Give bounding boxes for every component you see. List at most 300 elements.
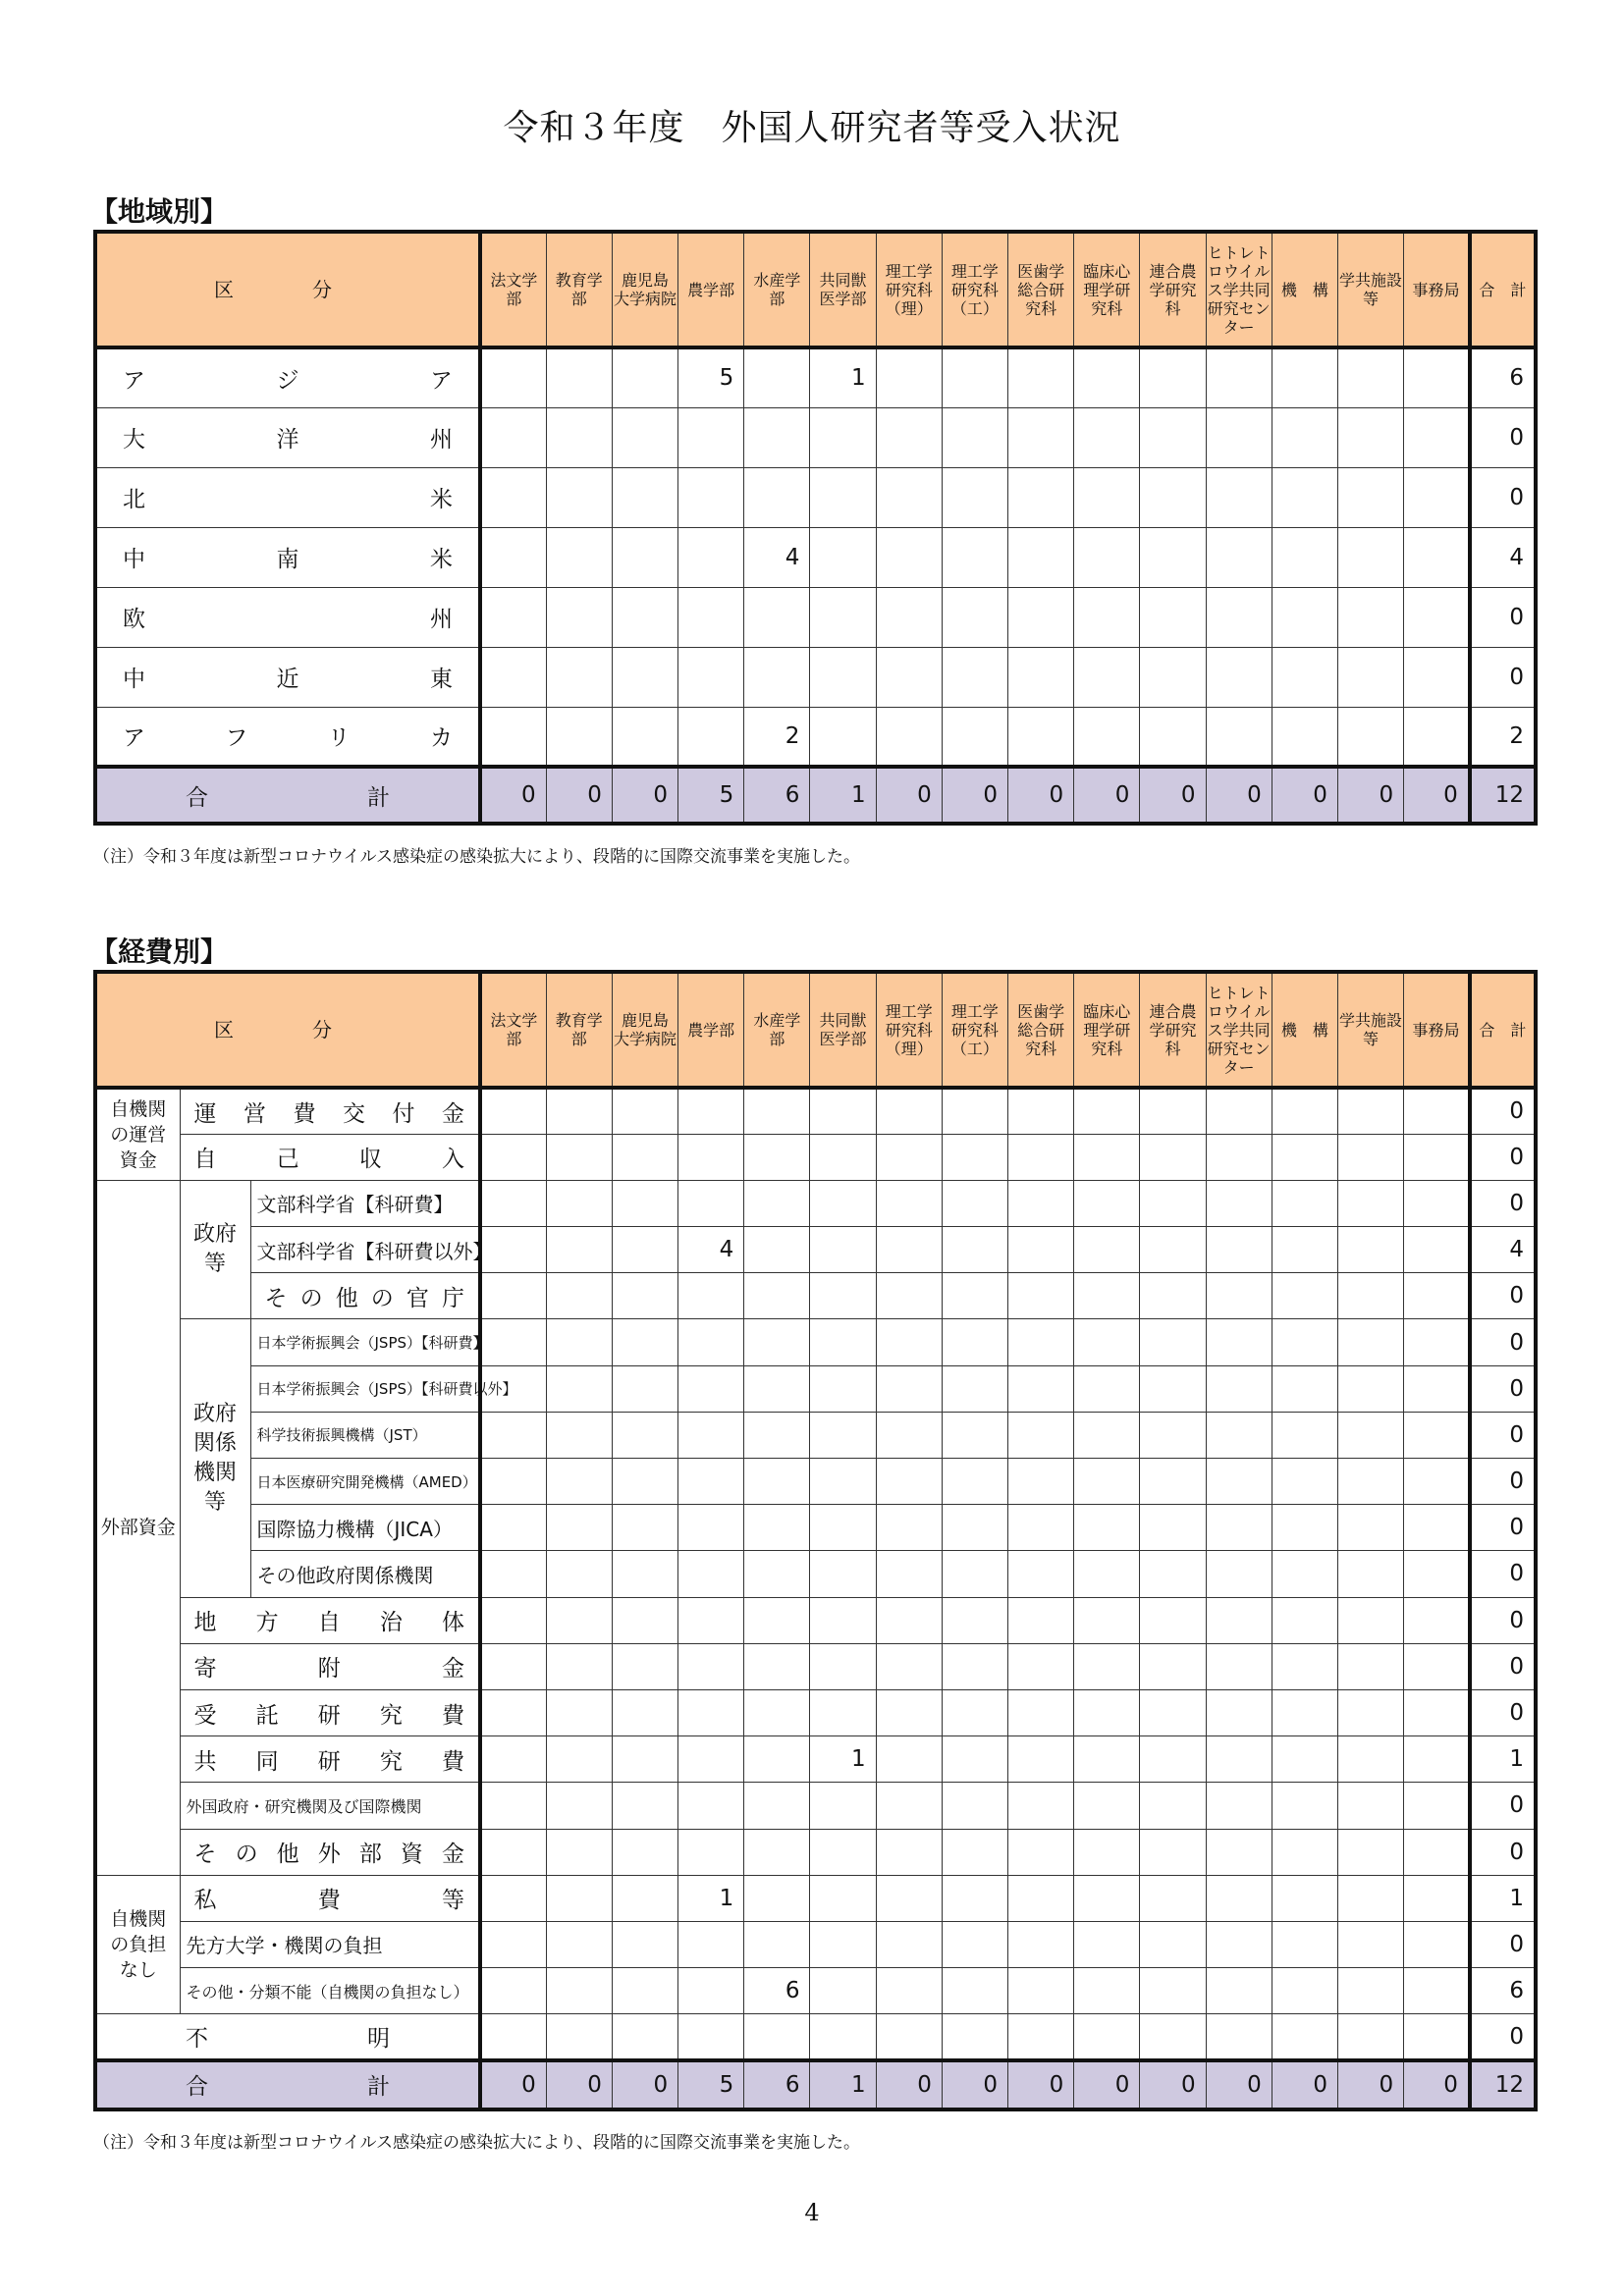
value-cell <box>1074 1365 1140 1412</box>
table-row <box>95 1689 1536 1735</box>
column-header-line: ター <box>1222 1057 1255 1077</box>
value-cell: 4 <box>678 1227 744 1273</box>
table-row <box>95 1459 1536 1505</box>
value-cell <box>744 1643 810 1689</box>
value-cell <box>1074 587 1140 647</box>
value-cell <box>1140 587 1206 647</box>
value-cell <box>810 1643 876 1689</box>
value-cell: 0 <box>1140 767 1206 824</box>
value-cell <box>876 647 942 707</box>
column-header <box>1404 972 1470 1088</box>
column-header <box>1337 232 1403 347</box>
value-cell <box>480 1134 546 1180</box>
value-cell <box>1008 1921 1074 1967</box>
value-cell <box>678 1134 744 1180</box>
value-cell <box>1074 1921 1140 1967</box>
value-cell <box>1074 1736 1140 1783</box>
value-cell <box>1272 1088 1337 1134</box>
value-cell: 0 <box>1206 767 1272 824</box>
value-cell <box>1074 1412 1140 1458</box>
value-cell <box>612 2014 677 2060</box>
value-cell <box>810 647 876 707</box>
value-cell <box>612 1968 677 2014</box>
value-cell <box>744 1459 810 1505</box>
value-cell: 0 <box>1470 2014 1536 2060</box>
value-cell <box>1206 1412 1272 1458</box>
row-label: 欧 州 <box>95 587 480 647</box>
value-cell <box>876 1875 942 1921</box>
value-cell <box>744 1875 810 1921</box>
value-cell <box>744 1180 810 1226</box>
value-cell <box>1206 1597 1272 1643</box>
value-cell <box>1140 527 1206 587</box>
value-cell <box>810 1319 876 1365</box>
value-cell <box>1404 1088 1470 1134</box>
value-cell <box>1337 1968 1403 2014</box>
column-header <box>480 972 546 1088</box>
table-row <box>95 1783 1536 1829</box>
value-cell <box>546 1134 612 1180</box>
value-cell <box>678 1505 744 1551</box>
value-cell <box>1074 407 1140 467</box>
table-row <box>95 1643 1536 1689</box>
value-cell <box>744 1551 810 1597</box>
value-cell <box>678 647 744 707</box>
value-cell <box>546 1829 612 1875</box>
value-cell <box>546 1689 612 1735</box>
column-header-line: 部 <box>769 1030 785 1048</box>
value-cell <box>1140 1273 1206 1319</box>
value-cell: 0 <box>1008 767 1074 824</box>
value-cell <box>546 1643 612 1689</box>
value-cell <box>1337 1597 1403 1643</box>
column-header-line: 法文学 <box>490 1011 538 1030</box>
value-cell: 0 <box>1470 1505 1536 1551</box>
value-cell <box>1074 467 1140 527</box>
value-cell <box>1008 1551 1074 1597</box>
value-cell <box>744 1088 810 1134</box>
value-cell <box>810 587 876 647</box>
value-cell <box>1074 1227 1140 1273</box>
column-header-line: 究科 <box>1025 298 1057 318</box>
value-cell <box>1008 1829 1074 1875</box>
value-cell <box>546 407 612 467</box>
value-cell: 4 <box>744 527 810 587</box>
column-header <box>1470 232 1536 347</box>
value-cell <box>1206 527 1272 587</box>
row-label: 寄附金 <box>180 1643 480 1689</box>
value-cell: 4 <box>1470 527 1536 587</box>
value-cell <box>810 1459 876 1505</box>
column-header-line: 研究科 <box>950 280 999 299</box>
value-cell <box>1008 1875 1074 1921</box>
column-header-line: 研究科 <box>885 1020 933 1040</box>
value-cell <box>744 1412 810 1458</box>
value-cell <box>1140 1689 1206 1735</box>
column-header-line: 部 <box>570 1030 587 1048</box>
expense-table <box>93 970 1538 2111</box>
value-cell <box>942 1365 1007 1412</box>
column-header-line: 機 構 <box>1280 1020 1328 1040</box>
value-cell: 1 <box>810 347 876 407</box>
value-cell: 0 <box>1470 1597 1536 1643</box>
column-header-line: ス学共同 <box>1207 280 1271 299</box>
value-cell <box>1404 587 1470 647</box>
value-cell <box>1272 407 1337 467</box>
total-row <box>95 2060 1536 2109</box>
value-cell: 5 <box>678 2060 744 2109</box>
value-cell <box>876 1273 942 1319</box>
value-cell <box>546 1412 612 1458</box>
value-cell <box>1272 1783 1337 1829</box>
value-cell <box>810 1597 876 1643</box>
column-header-line: 理工学 <box>950 1001 999 1021</box>
value-cell <box>876 1180 942 1226</box>
value-cell <box>1206 1273 1272 1319</box>
value-cell <box>546 1180 612 1226</box>
value-cell <box>480 647 546 707</box>
value-cell <box>1404 1459 1470 1505</box>
value-cell <box>1140 1643 1206 1689</box>
value-cell: 0 <box>1470 1088 1536 1134</box>
value-cell <box>546 1505 612 1551</box>
value-cell <box>876 1412 942 1458</box>
column-header <box>612 232 677 347</box>
value-cell <box>1008 407 1074 467</box>
row-label: 中 近 東 <box>95 647 480 707</box>
value-cell <box>612 1875 677 1921</box>
row-label: その他・分類不能（自機関の負担なし） <box>180 1968 480 2014</box>
value-cell <box>678 1736 744 1783</box>
value-cell <box>1008 1319 1074 1365</box>
value-cell <box>1272 1597 1337 1643</box>
value-cell <box>546 587 612 647</box>
value-cell <box>1008 527 1074 587</box>
value-cell <box>546 1227 612 1273</box>
value-cell <box>1140 1319 1206 1365</box>
value-cell <box>810 1829 876 1875</box>
value-cell <box>678 1551 744 1597</box>
value-cell <box>1140 1459 1206 1505</box>
value-cell <box>546 527 612 587</box>
value-cell <box>876 527 942 587</box>
value-cell <box>1008 1968 1074 2014</box>
value-cell <box>480 587 546 647</box>
value-cell <box>546 1875 612 1921</box>
total-row <box>95 767 1536 824</box>
value-cell <box>876 1829 942 1875</box>
value-cell <box>1206 1551 1272 1597</box>
column-header-line: 理学研 <box>1083 1020 1131 1040</box>
value-cell <box>1404 1597 1470 1643</box>
value-cell <box>1008 1736 1074 1783</box>
value-cell <box>480 407 546 467</box>
header-row <box>95 972 1536 1088</box>
value-cell <box>1337 1689 1403 1735</box>
value-cell <box>942 1227 1007 1273</box>
row-label: 外国政府・研究機関及び国際機関 <box>180 1783 480 1829</box>
value-cell <box>546 1597 612 1643</box>
column-header-line: 理工学 <box>950 261 999 281</box>
value-cell <box>678 527 744 587</box>
value-cell <box>876 1597 942 1643</box>
row-label: 共同研究費 <box>180 1736 480 1783</box>
value-cell <box>1206 1829 1272 1875</box>
column-header-line: 究科 <box>1091 1039 1123 1058</box>
value-cell <box>1206 1180 1272 1226</box>
value-cell: 0 <box>1470 1319 1536 1365</box>
column-header-line: 連合農 <box>1149 1001 1197 1021</box>
column-header-line: 水産学 <box>753 271 801 290</box>
column-header <box>876 972 942 1088</box>
value-cell <box>810 527 876 587</box>
column-header <box>546 972 612 1088</box>
column-header-line: ロウイル <box>1207 261 1271 281</box>
row-label: 文部科学省【科研費】 <box>250 1180 480 1226</box>
value-cell <box>612 407 677 467</box>
value-cell <box>942 2014 1007 2060</box>
table-row <box>95 1273 1536 1319</box>
row-label: 中 南 米 <box>95 527 480 587</box>
column-header-line: （工） <box>950 1039 999 1058</box>
value-cell <box>1272 1643 1337 1689</box>
value-cell: 0 <box>1470 1689 1536 1735</box>
value-cell <box>942 1459 1007 1505</box>
value-cell <box>942 407 1007 467</box>
column-header-line: 共同獣 <box>819 271 867 290</box>
value-cell <box>942 1921 1007 1967</box>
row-label: 文部科学省【科研費以外】 <box>250 1227 480 1273</box>
value-cell <box>1404 1551 1470 1597</box>
page-number: 4 <box>804 2199 820 2226</box>
value-cell <box>1206 1319 1272 1365</box>
value-cell <box>612 1365 677 1412</box>
value-cell <box>1074 1689 1140 1735</box>
value-cell <box>1272 587 1337 647</box>
value-cell <box>678 707 744 767</box>
value-cell <box>1140 1597 1206 1643</box>
row-label: 日本医療研究開発機構（AMED） <box>250 1459 480 1505</box>
value-cell <box>612 1134 677 1180</box>
value-cell <box>942 1088 1007 1134</box>
column-header-line: 部 <box>506 290 522 308</box>
value-cell <box>612 1319 677 1365</box>
value-cell <box>810 1505 876 1551</box>
value-cell <box>876 1643 942 1689</box>
value-cell <box>1008 1459 1074 1505</box>
value-cell <box>1140 347 1206 407</box>
row-label: 先方大学・機関の負担 <box>180 1921 480 1967</box>
value-cell: 0 <box>1470 467 1536 527</box>
value-cell: 5 <box>678 347 744 407</box>
column-header-line: 事務局 <box>1412 280 1460 299</box>
value-cell <box>876 347 942 407</box>
row-label: 国際協力機構（JICA） <box>250 1505 480 1551</box>
value-cell <box>546 1273 612 1319</box>
value-cell <box>810 1365 876 1412</box>
value-cell <box>1404 1180 1470 1226</box>
column-header <box>1074 232 1140 347</box>
value-cell <box>1272 1319 1337 1365</box>
value-cell <box>1404 407 1470 467</box>
row-label: 大 洋 州 <box>95 407 480 467</box>
value-cell <box>678 1783 744 1829</box>
value-cell <box>1337 1783 1403 1829</box>
value-cell <box>744 1736 810 1783</box>
value-cell <box>1008 1365 1074 1412</box>
value-cell <box>1206 707 1272 767</box>
column-header <box>1008 972 1074 1088</box>
value-cell <box>1337 1643 1403 1689</box>
row-label: 自己収入 <box>180 1134 480 1180</box>
value-cell <box>1272 1689 1337 1735</box>
value-cell <box>876 1505 942 1551</box>
value-cell: 0 <box>1470 647 1536 707</box>
value-cell <box>942 1597 1007 1643</box>
column-header-line: 理工学 <box>885 261 933 281</box>
column-header <box>1206 232 1272 347</box>
value-cell <box>1404 1829 1470 1875</box>
value-cell: 0 <box>1074 767 1140 824</box>
group-label: 外部資金 <box>95 1180 180 1875</box>
value-cell <box>1206 347 1272 407</box>
column-header-line: 医歯学 <box>1017 1001 1065 1021</box>
value-cell <box>942 1134 1007 1180</box>
column-header-line: 総合研 <box>1017 1020 1065 1040</box>
value-cell <box>1008 1689 1074 1735</box>
value-cell <box>744 1689 810 1735</box>
table-row <box>95 1412 1536 1458</box>
value-cell <box>810 2014 876 2060</box>
value-cell <box>1337 347 1403 407</box>
value-cell <box>1074 1180 1140 1226</box>
value-cell <box>1140 1505 1206 1551</box>
row-label: 科学技術振興機構（JST） <box>250 1412 480 1458</box>
column-header <box>744 972 810 1088</box>
value-cell <box>810 1783 876 1829</box>
column-header-line: 鹿児島 <box>621 1011 669 1030</box>
value-cell <box>942 347 1007 407</box>
column-header-line: 研究セン <box>1207 1039 1271 1058</box>
value-cell: 6 <box>744 2060 810 2109</box>
value-cell <box>1140 1412 1206 1458</box>
value-cell <box>1272 1459 1337 1505</box>
value-cell <box>612 1921 677 1967</box>
value-cell <box>744 407 810 467</box>
value-cell <box>1140 1921 1206 1967</box>
value-cell <box>1008 1273 1074 1319</box>
value-cell <box>612 647 677 707</box>
row-label: 地方自治体 <box>180 1597 480 1643</box>
value-cell: 12 <box>1470 767 1536 824</box>
value-cell <box>1404 1968 1470 2014</box>
value-cell <box>546 347 612 407</box>
value-cell <box>1272 647 1337 707</box>
group-label: 政府等 <box>180 1180 250 1319</box>
value-cell <box>810 1088 876 1134</box>
value-cell <box>612 1736 677 1783</box>
value-cell: 0 <box>1470 1180 1536 1226</box>
value-cell <box>480 1968 546 2014</box>
column-header-line: 医学部 <box>819 1030 867 1048</box>
header-row <box>95 232 1536 347</box>
value-cell: 12 <box>1470 2060 1536 2109</box>
value-cell <box>1008 707 1074 767</box>
column-header-line: 教育学 <box>555 271 603 290</box>
value-cell <box>942 1736 1007 1783</box>
table-row <box>95 1829 1536 1875</box>
column-header-line: 教育学 <box>555 1011 603 1030</box>
value-cell <box>546 1365 612 1412</box>
table-row <box>95 1921 1536 1967</box>
value-cell <box>744 1365 810 1412</box>
value-cell <box>1074 647 1140 707</box>
value-cell: 0 <box>876 2060 942 2109</box>
value-cell: 1 <box>810 2060 876 2109</box>
column-header-line: 究科 <box>1091 298 1123 318</box>
value-cell <box>810 1875 876 1921</box>
table-row <box>95 1551 1536 1597</box>
column-header <box>876 232 942 347</box>
column-header <box>1272 232 1337 347</box>
value-cell: 0 <box>546 767 612 824</box>
value-cell <box>1140 467 1206 527</box>
value-cell <box>1074 1459 1140 1505</box>
value-cell <box>480 1783 546 1829</box>
value-cell <box>1206 1227 1272 1273</box>
value-cell <box>744 1921 810 1967</box>
column-header <box>678 232 744 347</box>
value-cell <box>1008 1134 1074 1180</box>
column-header-line: ヒトレト <box>1207 983 1271 1002</box>
table-row <box>95 1180 1536 1226</box>
value-cell <box>1206 467 1272 527</box>
value-cell <box>810 407 876 467</box>
value-cell: 6 <box>1470 347 1536 407</box>
value-cell <box>1008 1412 1074 1458</box>
kubun-header: 区 分 <box>95 232 480 347</box>
value-cell <box>1337 1875 1403 1921</box>
total-label: 合 計 <box>95 2060 480 2109</box>
value-cell <box>810 1689 876 1735</box>
value-cell <box>678 1597 744 1643</box>
value-cell <box>744 1783 810 1829</box>
value-cell <box>1272 527 1337 587</box>
value-cell <box>1206 1643 1272 1689</box>
column-header <box>1272 972 1337 1088</box>
column-header-line: 研究科 <box>885 280 933 299</box>
column-header-line: ヒトレト <box>1207 242 1271 262</box>
value-cell <box>876 1689 942 1735</box>
value-cell <box>546 1319 612 1365</box>
expense-heading: 【経費別】 <box>90 935 229 968</box>
value-cell <box>546 1783 612 1829</box>
value-cell <box>876 1134 942 1180</box>
table-row <box>95 1968 1536 2014</box>
value-cell: 0 <box>1140 2060 1206 2109</box>
table-row <box>95 407 1536 467</box>
value-cell <box>942 707 1007 767</box>
table-row <box>95 1365 1536 1412</box>
value-cell <box>546 1551 612 1597</box>
value-cell <box>876 407 942 467</box>
value-cell <box>1404 1365 1470 1412</box>
row-label: 運営費交付金 <box>180 1088 480 1134</box>
value-cell <box>678 1829 744 1875</box>
value-cell <box>744 467 810 527</box>
column-header-line: 医学部 <box>819 290 867 308</box>
region-heading: 【地域別】 <box>90 195 229 228</box>
